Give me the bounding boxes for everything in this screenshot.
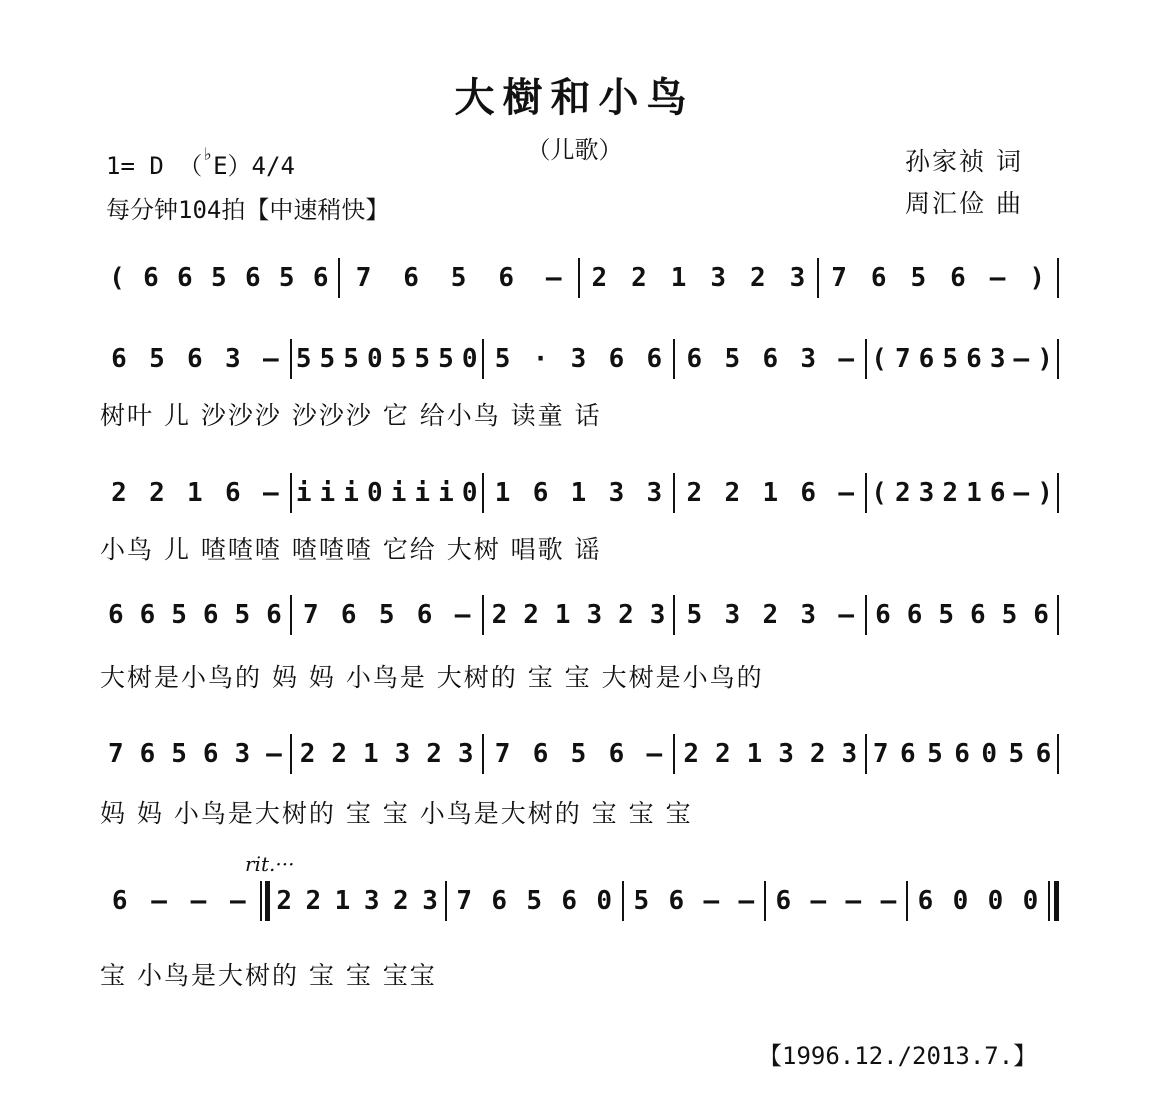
note: – xyxy=(838,600,854,630)
note: ( xyxy=(109,263,125,293)
note: 7 xyxy=(894,344,911,374)
measure xyxy=(292,470,482,516)
note: 1 xyxy=(334,886,351,916)
barline xyxy=(1057,595,1059,635)
note: 0 xyxy=(461,478,478,508)
note: – xyxy=(545,263,562,293)
lyrics-row-4: 妈 妈 小鸟是大树的 宝 宝 小鸟是大树的 宝 宝 宝 xyxy=(100,799,693,828)
measure xyxy=(100,336,290,382)
note: 6 xyxy=(906,600,923,630)
note: 0 xyxy=(981,739,997,769)
note: 2 xyxy=(426,739,442,769)
score-row-4 xyxy=(100,731,1059,777)
note: – xyxy=(810,886,827,916)
score-row-1 xyxy=(100,336,1059,382)
note: 6 xyxy=(950,263,966,293)
note: 2 xyxy=(762,600,779,630)
note: 7 xyxy=(456,886,472,916)
note: 3 xyxy=(570,344,587,374)
note: 5 xyxy=(724,344,741,374)
measure xyxy=(270,878,445,924)
note: i xyxy=(414,478,431,508)
note: 2 xyxy=(491,600,508,630)
note: 3 xyxy=(457,739,474,769)
note: 2 xyxy=(523,600,539,630)
note: 1 xyxy=(670,263,687,293)
note: 3 xyxy=(800,344,817,374)
lyricist-credit: 孙家祯 词 xyxy=(905,147,1023,176)
barline xyxy=(1048,881,1050,921)
note: 3 xyxy=(841,739,858,769)
measure xyxy=(675,731,865,777)
final-barline xyxy=(1054,881,1059,921)
note: 2 xyxy=(276,886,292,916)
note: 0 xyxy=(596,886,613,916)
note: – xyxy=(190,886,207,916)
note: 6 xyxy=(107,600,124,630)
measure xyxy=(340,255,578,301)
note: – xyxy=(151,886,167,916)
measure xyxy=(908,878,1048,924)
note: 6 xyxy=(202,739,219,769)
note: 6 xyxy=(225,478,241,508)
note: 3 xyxy=(586,600,603,630)
note: 0 xyxy=(987,886,1004,916)
note: 6 xyxy=(646,344,663,374)
measure xyxy=(100,878,258,924)
note: – xyxy=(845,886,862,916)
lyrics-row-5: 宝 小鸟是大树的 宝 宝 宝宝 xyxy=(100,961,437,990)
note: ( xyxy=(871,478,887,508)
note: 6 xyxy=(139,600,156,630)
measure xyxy=(484,470,674,516)
note: 6 xyxy=(875,600,891,630)
note: 5 xyxy=(278,263,295,293)
note: 1 xyxy=(570,478,587,508)
note: 2 xyxy=(299,739,316,769)
tempo-marking: 每分钟104拍【中速稍快】 xyxy=(106,196,390,224)
note: 2 xyxy=(393,886,409,916)
measure xyxy=(675,336,865,382)
composer-credit: 周汇俭 曲 xyxy=(905,189,1023,218)
note: 5 xyxy=(234,600,251,630)
note: 6 xyxy=(187,344,203,374)
note: 6 xyxy=(177,263,193,293)
note: 2 xyxy=(618,600,634,630)
measure xyxy=(675,592,865,638)
note: 5 xyxy=(942,344,959,374)
note: 5 xyxy=(343,344,359,374)
barline xyxy=(1057,258,1059,298)
note: 7 xyxy=(355,263,372,293)
note: 2 xyxy=(686,478,703,508)
note: 5 xyxy=(1001,600,1018,630)
note: – xyxy=(262,344,279,374)
key-signature xyxy=(106,146,295,181)
note: 6 xyxy=(312,263,329,293)
note: 6 xyxy=(498,263,514,293)
note: 5 xyxy=(390,344,407,374)
note: 6 xyxy=(954,739,970,769)
score-row-5 xyxy=(100,878,1059,924)
note: – xyxy=(266,739,282,769)
note: 6 xyxy=(403,263,419,293)
note: 6 xyxy=(800,478,817,508)
key-text-b: E）4/4 xyxy=(213,152,295,180)
note: 3 xyxy=(225,344,241,374)
measure xyxy=(484,731,674,777)
measure xyxy=(292,336,482,382)
note: 5 xyxy=(927,739,943,769)
note: 6 xyxy=(561,886,578,916)
note: ) xyxy=(1037,478,1053,508)
note: ( xyxy=(871,344,887,374)
note: 2 xyxy=(631,263,647,293)
key-text-a: 1= D （ xyxy=(106,152,203,180)
note: 5 xyxy=(414,344,431,374)
note: 5 xyxy=(938,600,955,630)
note: 6 xyxy=(918,344,935,374)
measure xyxy=(484,336,674,382)
note: 7 xyxy=(494,739,511,769)
flat-sign-icon: ♭ xyxy=(202,144,214,165)
note: 5 xyxy=(378,600,395,630)
note: 1 xyxy=(363,739,379,769)
note: – xyxy=(703,886,720,916)
repeat-barline xyxy=(260,881,262,921)
note: 6 xyxy=(340,600,357,630)
page-title: 大樹和小鸟 xyxy=(454,74,695,121)
note: 5 xyxy=(570,739,587,769)
note: – xyxy=(230,886,246,916)
note: 3 xyxy=(778,739,794,769)
note: – xyxy=(646,739,663,769)
note: 6 xyxy=(966,344,982,374)
note: 5 xyxy=(319,344,336,374)
note: 2 xyxy=(715,739,731,769)
note: 2 xyxy=(305,886,322,916)
note: – xyxy=(880,886,897,916)
note: 5 xyxy=(910,263,927,293)
note: 6 xyxy=(686,344,703,374)
note: 3 xyxy=(394,739,411,769)
note: 5 xyxy=(171,739,187,769)
note: i xyxy=(438,478,454,508)
measure xyxy=(766,878,906,924)
note: 0 xyxy=(366,478,383,508)
note: 6 xyxy=(870,263,887,293)
note: 3 xyxy=(800,600,817,630)
note: – xyxy=(838,344,854,374)
note: 6 xyxy=(608,344,625,374)
score-row-2 xyxy=(100,470,1059,516)
measure xyxy=(292,592,482,638)
note: 7 xyxy=(872,739,889,769)
measure xyxy=(867,731,1057,777)
note: 5 xyxy=(295,344,312,374)
note: i xyxy=(295,478,312,508)
note: 6 xyxy=(775,886,792,916)
note: 6 xyxy=(139,739,156,769)
barline xyxy=(1057,339,1059,379)
note: 6 xyxy=(111,344,127,374)
note: 3 xyxy=(234,739,251,769)
note: 3 xyxy=(608,478,625,508)
note: 5 xyxy=(149,344,165,374)
note: 1 xyxy=(966,478,982,508)
note: ) xyxy=(1029,263,1046,293)
note: 1 xyxy=(554,600,571,630)
note: 2 xyxy=(749,263,766,293)
note: 0 xyxy=(366,344,383,374)
note: i xyxy=(319,478,336,508)
note: 3 xyxy=(789,263,806,293)
note: 6 xyxy=(532,739,549,769)
note: 6 xyxy=(762,344,779,374)
note: 2 xyxy=(149,478,165,508)
note: – xyxy=(454,600,471,630)
note: 3 xyxy=(363,886,380,916)
note: 3 xyxy=(710,263,727,293)
barline xyxy=(1057,734,1059,774)
note: 5 xyxy=(494,344,511,374)
note: 6 xyxy=(900,739,916,769)
score-row-intro xyxy=(100,255,1059,301)
note: 6 xyxy=(202,600,219,630)
measure xyxy=(100,470,290,516)
note: 1 xyxy=(746,739,763,769)
note: 7 xyxy=(831,263,847,293)
note: 2 xyxy=(331,739,348,769)
note: 2 xyxy=(724,478,741,508)
note: 6 xyxy=(491,886,508,916)
note: i xyxy=(343,478,359,508)
note: 2 xyxy=(683,739,700,769)
measure xyxy=(580,255,818,301)
lyrics-row-1: 树叶 儿 沙沙沙 沙沙沙 它 给小鸟 读童 话 xyxy=(100,401,602,430)
note: – xyxy=(262,478,279,508)
note: 6 xyxy=(111,886,128,916)
measure xyxy=(100,731,290,777)
measure xyxy=(447,878,622,924)
composition-date: 【1996.12./2013.7.】 xyxy=(758,1042,1038,1070)
note: 2 xyxy=(809,739,826,769)
note: 6 xyxy=(416,600,433,630)
note: 6 xyxy=(608,739,625,769)
note: 7 xyxy=(302,600,319,630)
note: 6 xyxy=(1035,739,1052,769)
note: 6 xyxy=(917,886,934,916)
note: – xyxy=(838,478,854,508)
note: 5 xyxy=(438,344,454,374)
note: – xyxy=(738,886,755,916)
note: 2 xyxy=(942,478,959,508)
note: 5 xyxy=(686,600,703,630)
measure xyxy=(100,255,338,301)
note: 6 xyxy=(143,263,159,293)
note: 0 xyxy=(1022,886,1039,916)
note: 6 xyxy=(532,478,549,508)
note: 6 xyxy=(266,600,282,630)
ritardando-marking: rit.··· xyxy=(245,852,295,876)
note: 0 xyxy=(952,886,969,916)
note: 5 xyxy=(633,886,650,916)
note: – xyxy=(1013,478,1030,508)
note: 2 xyxy=(111,478,127,508)
measure xyxy=(675,470,865,516)
note: 1 xyxy=(494,478,511,508)
note: 6 xyxy=(668,886,685,916)
note: 5 xyxy=(211,263,227,293)
note: 6 xyxy=(1033,600,1049,630)
note: · xyxy=(532,344,549,374)
note: 3 xyxy=(646,478,663,508)
measure xyxy=(624,878,764,924)
measure xyxy=(867,592,1057,638)
lyrics-row-2: 小鸟 儿 喳喳喳 喳喳喳 它给 大树 唱歌 谣 xyxy=(100,535,602,564)
note: 5 xyxy=(526,886,543,916)
note: 2 xyxy=(894,478,911,508)
note: 5 xyxy=(1008,739,1025,769)
note: 3 xyxy=(422,886,438,916)
note: 3 xyxy=(724,600,741,630)
note: 7 xyxy=(107,739,124,769)
measure xyxy=(484,592,674,638)
note: 3 xyxy=(989,344,1006,374)
measure xyxy=(867,470,1057,516)
lyrics-row-3: 大树是小鸟的 妈 妈 小鸟是 大树的 宝 宝 大树是小鸟的 xyxy=(100,663,764,692)
note: 5 xyxy=(171,600,187,630)
score-row-3 xyxy=(100,592,1059,638)
note: – xyxy=(1013,344,1030,374)
note: – xyxy=(989,263,1006,293)
note: 6 xyxy=(970,600,986,630)
measure xyxy=(100,592,290,638)
note: 1 xyxy=(762,478,779,508)
note: 0 xyxy=(461,344,478,374)
note: 3 xyxy=(918,478,935,508)
note: ) xyxy=(1037,344,1053,374)
measure xyxy=(819,255,1057,301)
note: 6 xyxy=(989,478,1006,508)
note: 1 xyxy=(187,478,203,508)
note: 5 xyxy=(450,263,467,293)
measure xyxy=(292,731,482,777)
measure xyxy=(867,336,1057,382)
barline xyxy=(1057,473,1059,513)
subtitle: （儿歌） xyxy=(526,136,623,164)
note: 3 xyxy=(649,600,666,630)
note: i xyxy=(390,478,407,508)
note: 2 xyxy=(591,263,608,293)
note: 6 xyxy=(244,263,261,293)
